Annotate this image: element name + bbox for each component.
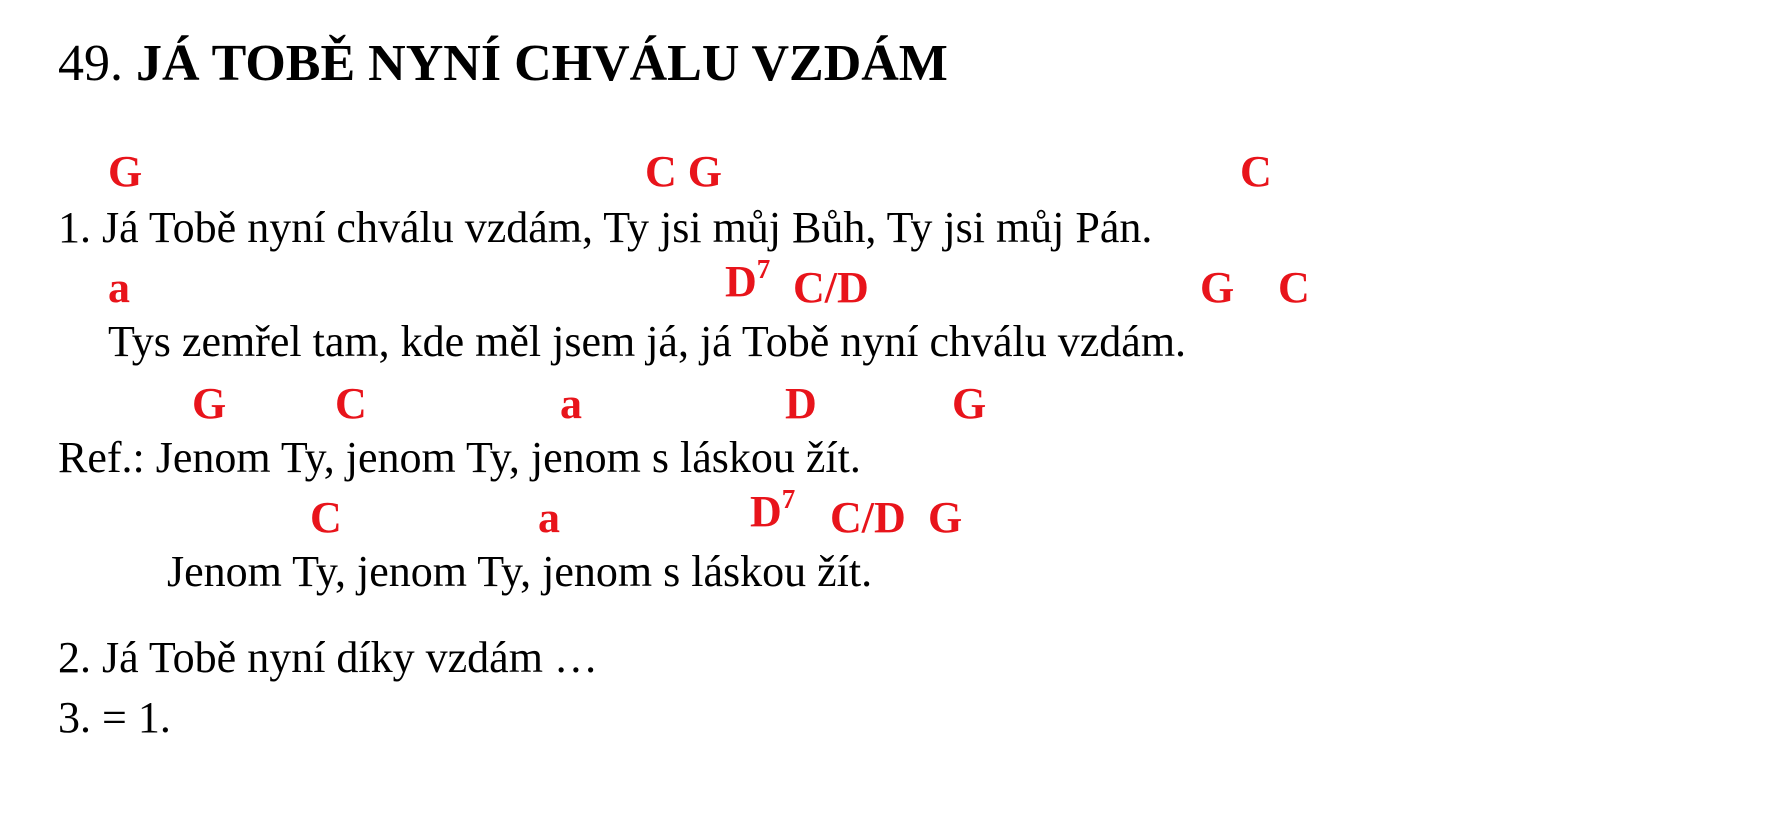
lyric-line: 3. = 1.: [58, 693, 171, 742]
song-title: [58, 35, 948, 92]
chord-superscript: 7: [756, 254, 771, 284]
song-number: 49.: [58, 35, 123, 92]
chord: C/D: [793, 263, 869, 312]
chord: C/D: [830, 493, 906, 542]
chord: G: [1200, 263, 1235, 312]
chord: G: [928, 493, 963, 542]
chord: C: [310, 493, 342, 542]
chord: C G: [645, 147, 722, 196]
lyric-line: 1. Já Tobě nyní chválu vzdám, Ty jsi můj Bůh, Ty jsi můj Pán.: [58, 203, 1153, 252]
chord: a: [538, 493, 560, 542]
chord-with-superscript: [750, 484, 796, 536]
chord-root: D: [725, 257, 757, 306]
lyric-line: 2. Já Tobě nyní díky vzdám …: [58, 633, 598, 682]
chord: a: [560, 379, 582, 428]
lyric-line: Jenom Ty, jenom Ty, jenom s láskou žít.: [167, 547, 873, 596]
song-name: JÁ TOBĚ NYNÍ CHVÁLU VZDÁM: [136, 35, 948, 92]
chord-root: D: [750, 487, 782, 536]
chord: a: [108, 263, 130, 312]
chord: G: [108, 147, 143, 196]
chord: G: [192, 379, 227, 428]
chord: C: [335, 379, 367, 428]
chord: C: [1278, 263, 1310, 312]
chord-with-superscript: [725, 254, 771, 306]
chord: D: [785, 379, 817, 428]
lyric-line: Ref.: Jenom Ty, jenom Ty, jenom s láskou žít.: [58, 433, 861, 482]
lyric-line: Tys zemřel tam, kde měl jsem já, já Tobě nyní chválu vzdám.: [108, 317, 1187, 366]
chord-superscript: 7: [781, 484, 796, 514]
chord: G: [952, 379, 987, 428]
chord: C: [1240, 147, 1272, 196]
